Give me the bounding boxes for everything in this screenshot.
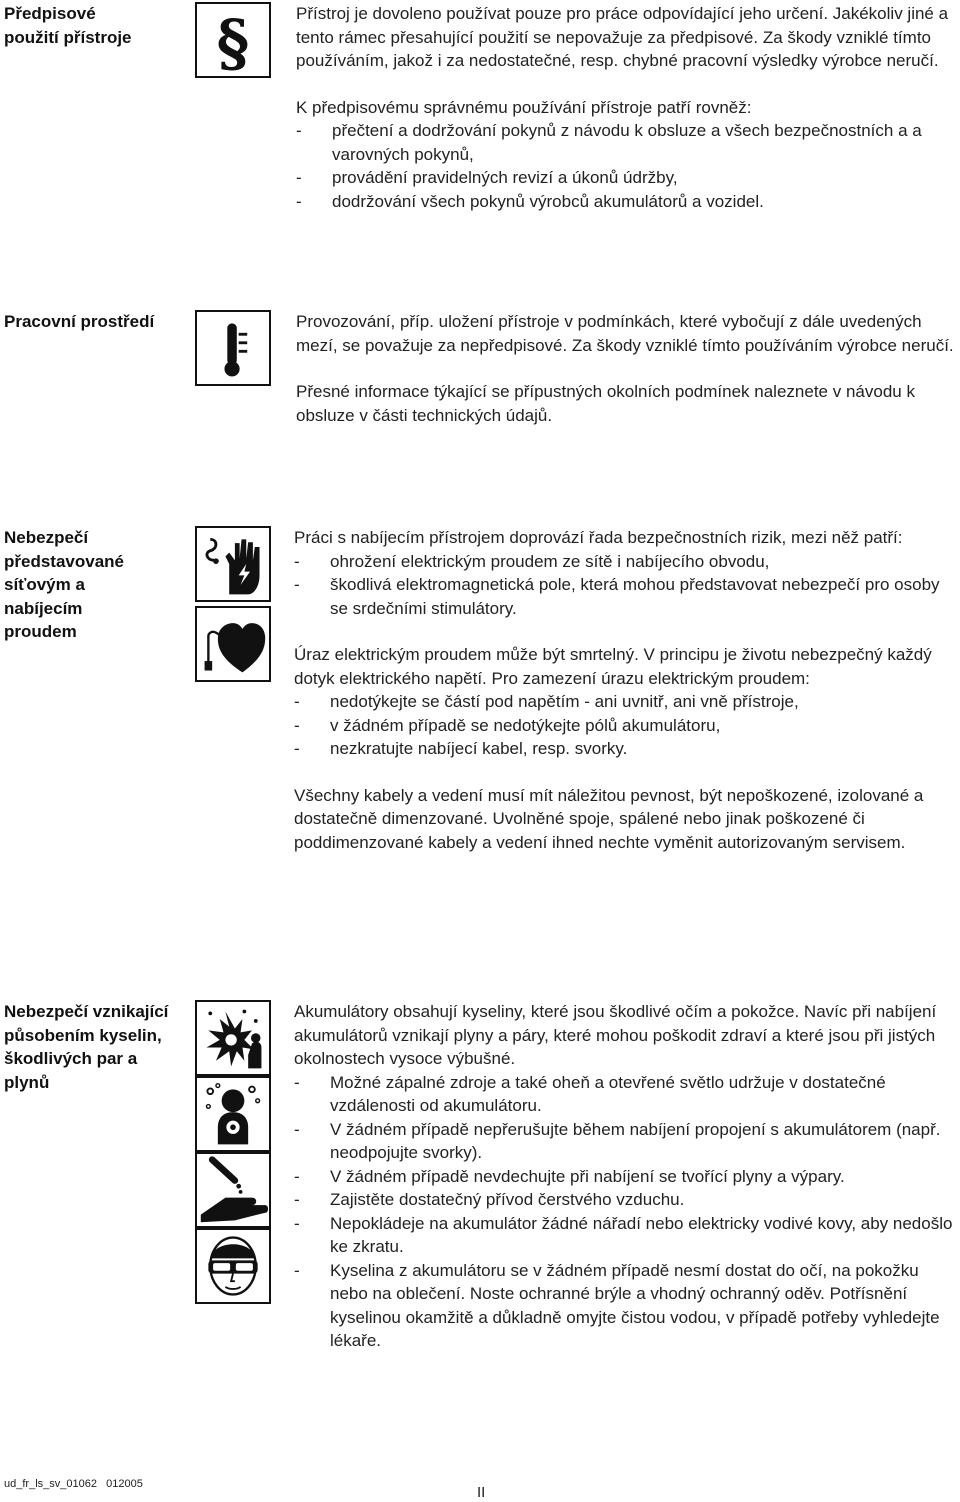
paragraph: Práci s nabíjecím přístrojem doprovází řada bezpečnostních rizik, mezi něž patří: (294, 528, 903, 547)
section-body-intended-use (296, 2, 956, 213)
list-item: - v žádném případě se nedotýkejte pólů akumulátoru, (294, 714, 956, 738)
section-heading-working-environment: Pracovní prostředí (4, 312, 155, 331)
list-item: - V žádném případě nevdechujte při nabíjení se tvořící plyny a výpary. (294, 1165, 956, 1189)
document-code: ud_fr_ls_sv_01062 012005 (4, 1478, 143, 1490)
explosion-icon (195, 1000, 271, 1076)
paragraph: Úraz elektrickým proudem může být smrtelný. V principu je životu nebezpečný každý dotyk elektrického napětí. Pro zamezení úrazu elektrickým proudem: (294, 645, 932, 688)
page-number: II (477, 1484, 486, 1501)
list-item: - provádění pravidelných revizí a úkonů údržby, (296, 166, 956, 190)
list-item: - nezkratujte nabíjecí kabel, resp. svorky. (294, 737, 956, 761)
list-item: - dodržování všech pokynů výrobců akumulátorů a vozidel. (296, 190, 956, 214)
paragraph: K předpisovému správnému používání přístroje patří rovněž: (296, 97, 752, 117)
svg-text:§: § (216, 5, 250, 76)
list-item: - nedotýkejte se částí pod napětím - ani uvnitř, ani vně přístroje, (294, 690, 956, 714)
list-item: - Možné zápalné zdroje a také oheň a otevřené světlo udržuje v dostatečné vzdálenosti od akumulátoru. (294, 1071, 956, 1118)
list-item: - přečtení a dodržování pokynů z návodu k obsluze a všech bezpečnostních a a varovných pokynů, (296, 119, 956, 166)
list-item: - Kyselina z akumulátoru se v žádném případě nesmí dostat do očí, na pokožku nebo na oblečení. Noste ochranné brýle a vhodný ochranný oděv. Potřísnění kyselinou okamžitě a důkladně omyjte čistou vodou, v případě potřeby vyhledejte lékaře. (294, 1259, 956, 1353)
bullet-list (296, 119, 956, 213)
section-body-electrical-hazard (294, 526, 956, 854)
paragraph-sign-icon (195, 2, 271, 78)
section-body-acid-hazard (294, 1000, 956, 1353)
toxic-gas-inhalation-icon (195, 1076, 271, 1152)
paragraph: Všechny kabely a vedení musí mít náležitou pevnost, být nepoškozené, izolované a dostatečně dimenzované. Uvolněné spoje, spálené nebo jinak poškozené či poddimenzované kabely a vedení ihned nechte vyměnit autorizovaným servisem. (294, 785, 924, 852)
bullet-list (294, 550, 956, 621)
paragraph: Přesné informace týkající se přípustných okolních podmínek naleznete v návodu k obsluze v části technických údajů. (296, 382, 915, 425)
list-item: - ohrožení elektrickým proudem ze sítě i nabíjecího obvodu, (294, 550, 956, 574)
thermometer-icon (195, 310, 271, 386)
safety-goggles-icon (195, 1228, 271, 1304)
list-item: - Zajistěte dostatečný přívod čerstvého vzduchu. (294, 1188, 956, 1212)
section-heading-intended-use: Předpisové použití přístroje (4, 4, 132, 47)
bullet-list (294, 1071, 956, 1353)
list-item: - Nepokládeje na akumulátor žádné nářadí nebo elektricky vodivé kovy, aby nedošlo ke zkratu. (294, 1212, 956, 1259)
section-body-working-environment (296, 310, 956, 427)
list-item: - V žádném případě nepřerušujte během nabíjení propojení s akumulátorem (např. neodpojujte svorky). (294, 1118, 956, 1165)
paragraph: Přístroj je dovoleno používat pouze pro práce odpovídající jeho určení. Jakékoliv jiné a tento rámec přesahující použití se nepovažuje za předpisové. Za škody vzniklé tímto používáním, jakož i za nedostatečné, resp. chybné pracovní výsledky výrobce neručí. (296, 4, 949, 70)
bullet-list (294, 690, 956, 761)
acid-on-hand-icon (195, 1152, 271, 1228)
section-heading-acid-hazard: Nebezpečí vznikající působením kyselin, škodlivých par a plynů (4, 1002, 169, 1092)
section-heading-electrical-hazard: Nebezpečí představované síťovým a nabíjecím proudem (4, 528, 124, 641)
electric-shock-hand-icon (195, 526, 271, 602)
paragraph: Provozování, příp. uložení přístroje v podmínkách, které vybočují z dále uvedených mezí, se považuje za nepředpisové. Za škody vzniklé tímto používáním výrobce neručí. (296, 312, 954, 355)
paragraph: Akumulátory obsahují kyseliny, které jsou škodlivé očím a pokožce. Navíc při nabíjení akumulátorů vznikají plyny a páry, které mohou poškodit zdraví a které jsou při jistých okolnostech vysoce výbušné. (294, 1002, 937, 1068)
list-item: - škodlivá elektromagnetická pole, která mohou představovat nebezpečí pro osoby se srdečními stimulátory. (294, 573, 956, 620)
pacemaker-heart-icon (195, 606, 271, 682)
